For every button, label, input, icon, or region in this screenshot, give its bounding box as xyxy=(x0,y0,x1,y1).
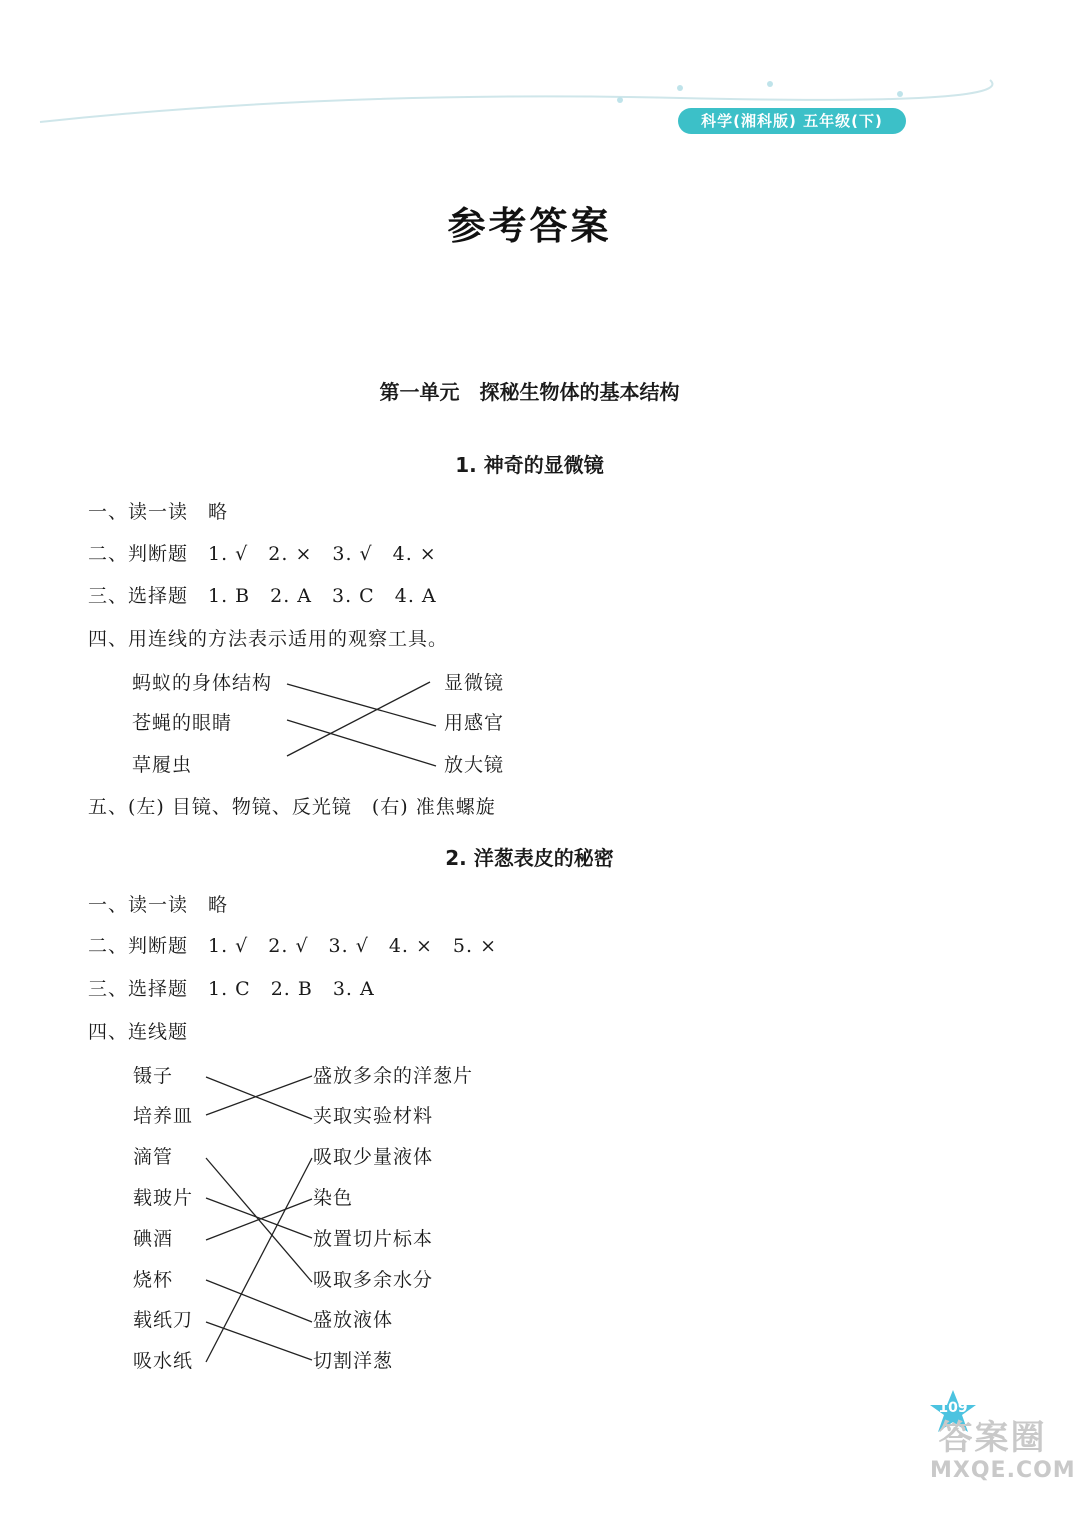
answer-line: 五、(左) 目镜、物镜、反光镜 (右) 准焦螺旋 xyxy=(88,796,496,818)
section-title: 2. 洋葱表皮的秘密 xyxy=(445,846,614,870)
match-right-item: 夹取实验材料 xyxy=(313,1105,434,1127)
match-left-item: 镊子 xyxy=(133,1065,174,1087)
match-left-item: 载玻片 xyxy=(133,1187,194,1209)
match-line xyxy=(206,1322,312,1360)
match-right-item: 切割洋葱 xyxy=(313,1350,394,1372)
watermark-text: 答案圈 xyxy=(938,1418,1047,1458)
match-right-item: 显微镜 xyxy=(444,672,505,694)
match-left-item: 烧杯 xyxy=(133,1269,174,1291)
answer-line: 四、连线题 xyxy=(88,1021,189,1043)
match-right-item: 吸取多余水分 xyxy=(313,1269,434,1291)
match-right-item: 盛放多余的洋葱片 xyxy=(313,1065,474,1087)
match-left-item: 载纸刀 xyxy=(133,1309,194,1331)
match-left-item: 培养皿 xyxy=(133,1105,194,1127)
match-right-item: 盛放液体 xyxy=(313,1309,394,1331)
section-title: 1. 神奇的显微镜 xyxy=(455,453,604,477)
match-line xyxy=(206,1077,312,1119)
page-title: 参考答案 xyxy=(447,204,612,248)
match-left-item: 吸水纸 xyxy=(133,1350,194,1372)
answer-line: 三、选择题 1. C 2. B 3. A xyxy=(88,978,375,1000)
match-left-item: 苍蝇的眼睛 xyxy=(132,712,233,734)
match-left-item: 蚂蚁的身体结构 xyxy=(132,672,273,694)
answer-line: 二、判断题 1. √ 2. × 3. √ 4. × xyxy=(88,543,437,565)
match-line xyxy=(287,720,436,766)
watermark-logo xyxy=(930,1418,1076,1484)
match-right-item: 染色 xyxy=(313,1187,354,1209)
answer-line: 三、选择题 1. B 2. A 3. C 4. A xyxy=(88,585,437,607)
watermark-url: MXQE.COM xyxy=(930,1458,1076,1483)
match-line xyxy=(206,1198,312,1238)
match-line xyxy=(206,1158,312,1362)
answer-line: 四、用连线的方法表示适用的观察工具。 xyxy=(88,628,449,650)
match-left-item: 滴管 xyxy=(133,1146,174,1168)
match-line xyxy=(206,1280,312,1322)
page-number: 109 xyxy=(938,1400,968,1416)
match-line xyxy=(206,1076,312,1115)
match-line xyxy=(287,682,430,756)
match-left-item: 碘酒 xyxy=(133,1228,174,1250)
match-right-item: 吸取少量液体 xyxy=(313,1146,434,1168)
unit-title: 第一单元 探秘生物体的基本结构 xyxy=(379,380,680,404)
answer-line: 二、判断题 1. √ 2. √ 3. √ 4. × 5. × xyxy=(88,935,497,957)
match-right-item: 放置切片标本 xyxy=(313,1228,434,1250)
match-right-item: 用感官 xyxy=(444,712,505,734)
subject-grade-badge: 科学(湘科版) 五年级(下) xyxy=(678,108,906,134)
answer-line: 一、读一读 略 xyxy=(88,894,229,916)
answer-line: 一、读一读 略 xyxy=(88,501,229,523)
match-left-item: 草履虫 xyxy=(132,754,193,776)
match-right-item: 放大镜 xyxy=(444,754,505,776)
match-line xyxy=(206,1199,312,1240)
